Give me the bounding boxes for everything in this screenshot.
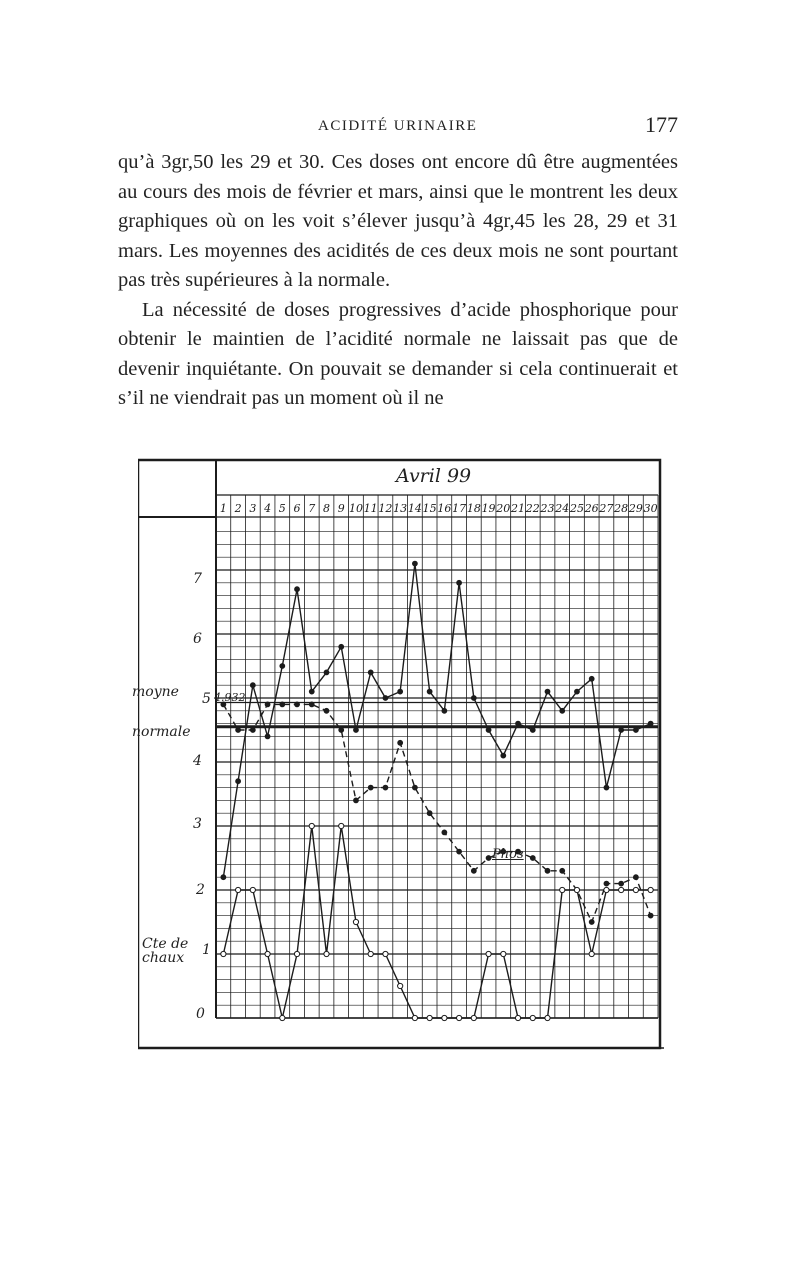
data-point	[442, 1015, 447, 1020]
data-point	[471, 868, 476, 873]
data-point	[295, 587, 300, 592]
data-point	[575, 689, 580, 694]
data-point	[339, 728, 344, 733]
chart-svg	[138, 455, 664, 1055]
x-tick-label: 29	[628, 502, 643, 515]
x-tick-label: 28	[614, 502, 629, 515]
data-point	[250, 728, 255, 733]
running-head: ACIDITÉ URINAIRE	[318, 118, 478, 134]
data-point	[354, 728, 359, 733]
data-point	[412, 1015, 417, 1020]
data-point	[604, 785, 609, 790]
data-point	[294, 951, 299, 956]
x-tick-label: 25	[569, 502, 584, 515]
data-point	[398, 689, 403, 694]
x-tick-label: 14	[407, 502, 422, 515]
data-point	[427, 811, 432, 816]
data-point	[265, 702, 270, 707]
data-point	[619, 881, 624, 886]
chart-figure	[132, 455, 664, 1055]
data-point	[221, 951, 226, 956]
data-point	[265, 734, 270, 739]
data-point	[354, 798, 359, 803]
x-tick-label: 27	[599, 502, 614, 515]
data-point	[648, 913, 653, 918]
page-number: 177	[645, 112, 678, 137]
data-point	[486, 951, 491, 956]
data-point	[309, 823, 314, 828]
x-tick-label: 4	[264, 502, 272, 515]
data-point	[648, 887, 653, 892]
mean-label: moyne	[132, 684, 179, 700]
data-point	[280, 702, 285, 707]
data-point	[457, 1015, 462, 1020]
data-point	[545, 868, 550, 873]
data-point	[427, 1015, 432, 1020]
calc-label	[142, 937, 188, 965]
x-tick-label: 1	[219, 502, 227, 515]
x-tick-label: 5	[278, 502, 286, 515]
data-point	[574, 887, 579, 892]
data-point	[560, 868, 565, 873]
x-tick-label: 3	[249, 502, 257, 515]
x-tick-label: 11	[363, 502, 378, 515]
data-point	[309, 702, 314, 707]
data-point	[604, 881, 609, 886]
x-tick-label: 23	[540, 502, 555, 515]
y-tick-label: 3	[193, 816, 202, 832]
data-point	[545, 1015, 550, 1020]
data-point	[560, 887, 565, 892]
data-point	[589, 951, 594, 956]
x-tick-label: 26	[584, 502, 599, 515]
data-point	[486, 728, 491, 733]
x-tick-label: 2	[234, 502, 242, 515]
data-point	[530, 728, 535, 733]
data-point	[530, 856, 535, 861]
data-point	[236, 887, 241, 892]
calc-label-line-1: Cte de	[142, 936, 189, 952]
phos-series-label: Phos	[492, 847, 524, 862]
data-point	[339, 823, 344, 828]
data-point	[427, 689, 432, 694]
data-point	[280, 664, 285, 669]
x-tick-label: 21	[511, 502, 526, 515]
data-point	[471, 696, 476, 701]
normal-label: normale	[132, 724, 191, 740]
data-point	[383, 696, 388, 701]
x-tick-label: 10	[348, 502, 363, 515]
x-tick-label: 24	[555, 502, 570, 515]
data-point	[368, 951, 373, 956]
data-point	[368, 785, 373, 790]
data-point	[324, 951, 329, 956]
y-tick-label: 6	[193, 631, 202, 647]
data-point	[486, 856, 491, 861]
data-point	[471, 1015, 476, 1020]
x-tick-label: 13	[393, 502, 408, 515]
data-point	[413, 785, 418, 790]
y-tick-label: 1	[202, 942, 211, 958]
data-point	[604, 887, 609, 892]
data-point	[457, 580, 462, 585]
data-point	[353, 919, 358, 924]
data-point	[221, 875, 226, 880]
paragraph-2: La nécessité de doses progressives d’acide phosphorique pour obtenir le maintien de l’acidité normale ne laissait pas que de devenir inquiétante. On pouvait se demander si cela continuerait et s’il ne viendrait pas un moment où il ne	[118, 298, 678, 409]
y-tick-label: 5	[202, 691, 211, 707]
data-point	[545, 689, 550, 694]
data-point	[383, 785, 388, 790]
y-tick-label: 7	[193, 571, 202, 587]
data-point	[309, 689, 314, 694]
data-point	[501, 951, 506, 956]
data-point	[250, 887, 255, 892]
x-tick-label: 6	[293, 502, 301, 515]
y-tick-label: 0	[196, 1006, 205, 1022]
x-tick-label: 15	[422, 502, 437, 515]
data-point	[516, 721, 521, 726]
data-point	[442, 830, 447, 835]
data-point	[413, 561, 418, 566]
data-point	[633, 887, 638, 892]
x-tick-label: 18	[466, 502, 481, 515]
x-tick-label: 17	[452, 502, 467, 515]
data-point	[619, 887, 624, 892]
data-point	[442, 708, 447, 713]
mean-value-label: 4.932	[214, 691, 246, 704]
data-point	[265, 951, 270, 956]
data-point	[634, 875, 639, 880]
data-point	[339, 644, 344, 649]
data-point	[236, 779, 241, 784]
data-point	[634, 728, 639, 733]
data-point	[589, 920, 594, 925]
data-point	[530, 1015, 535, 1020]
body-text	[118, 148, 678, 414]
data-point	[398, 983, 403, 988]
x-tick-label: 16	[437, 502, 452, 515]
x-tick-label: 19	[481, 502, 496, 515]
data-point	[280, 1015, 285, 1020]
data-point	[589, 676, 594, 681]
data-point	[501, 753, 506, 758]
data-point	[250, 683, 255, 688]
data-point	[324, 670, 329, 675]
x-tick-label: 30	[643, 502, 658, 515]
chart-title: Avril 99	[396, 465, 472, 487]
y-tick-label: 4	[193, 753, 202, 769]
x-tick-label: 7	[308, 502, 316, 515]
data-point	[295, 702, 300, 707]
data-point	[648, 721, 653, 726]
x-tick-label: 12	[378, 502, 393, 515]
x-tick-label: 8	[323, 502, 330, 515]
x-tick-label: 22	[525, 502, 540, 515]
data-point	[368, 670, 373, 675]
calc-label-line-2: chaux	[142, 950, 185, 966]
data-point	[236, 728, 241, 733]
paragraph-1: qu’à 3gr,50 les 29 et 30. Ces doses ont encore dû être augmentées au cours des mois de février et mars, ainsi que le montrent les deux graphiques où on les voit s’élever jusqu’à 4gr,45 les 28, 29 et 31 mars. Les moyennes des acidités de ces deux mois ne sont pourtant pas très supérieures à la normale.	[118, 151, 678, 291]
y-tick-label: 2	[196, 882, 205, 898]
page-header	[118, 112, 678, 140]
x-tick-label: 20	[496, 502, 511, 515]
x-tick-label: 9	[337, 502, 345, 515]
data-point	[457, 849, 462, 854]
data-point	[398, 740, 403, 745]
data-point	[324, 708, 329, 713]
data-point	[383, 951, 388, 956]
data-point	[560, 708, 565, 713]
data-point	[619, 728, 624, 733]
data-point	[515, 1015, 520, 1020]
